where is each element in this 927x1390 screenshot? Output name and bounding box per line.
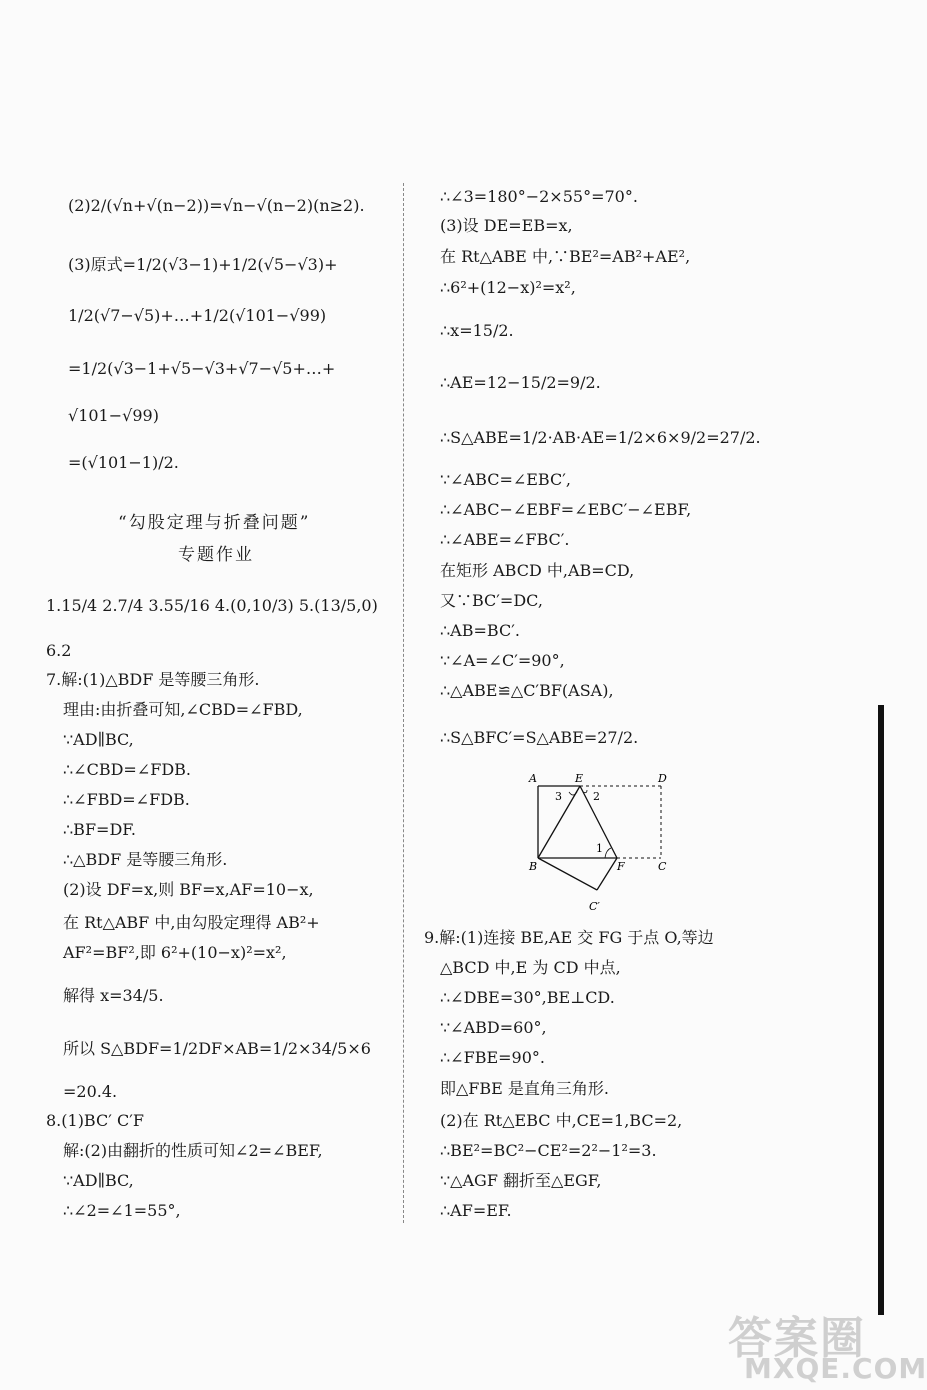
column-divider: [403, 183, 404, 1223]
right-line-12: 又∵BC′=DC,: [440, 591, 543, 610]
section-subtitle: 专题作业: [178, 545, 254, 565]
right-line-25: ∵△AGF 翻折至△EGF,: [440, 1171, 602, 1190]
left-line-9: 7.解:(1)△BDF 是等腰三角形.: [46, 670, 260, 689]
right-line-6: ∴AE=12−15/2=9/2.: [440, 373, 601, 392]
edge-CprimeF: [597, 858, 617, 890]
label-angle-3: 3: [555, 790, 562, 803]
section-title: “勾股定理与折叠问题”: [118, 513, 311, 533]
left-line-2: (3)原式=1/2(√3−1)+1/2(√5−√3)+: [68, 255, 338, 274]
page-edge-shadow: [878, 705, 884, 1315]
right-line-15: ∴△ABE≌△C′BF(ASA),: [440, 681, 614, 700]
right-line-10: ∴∠ABE=∠FBC′.: [440, 530, 570, 549]
watermark-logo: 答案圈: [728, 1313, 866, 1364]
label-angle-1: 1: [596, 842, 603, 855]
label-C: C: [658, 860, 667, 873]
right-line-11: 在矩形 ABCD 中,AB=CD,: [440, 561, 635, 580]
right-line-5: ∴x=15/2.: [440, 321, 514, 340]
right-line-8: ∵∠ABC=∠EBC′,: [440, 470, 571, 489]
right-line-23: (2)在 Rt△EBC 中,CE=1,BC=2,: [440, 1111, 683, 1130]
right-line-20: ∵∠ABD=60°,: [440, 1018, 547, 1037]
left-line-5: √101−√99): [68, 406, 159, 425]
left-line-23: 解:(2)由翻折的性质可知∠2=∠BEF,: [63, 1141, 323, 1160]
left-line-24: ∵AD∥BC,: [63, 1171, 134, 1190]
label-B: B: [529, 860, 538, 873]
edge-BCprime: [538, 858, 597, 890]
left-line-20: 所以 S△BDF=1/2DF×AB=1/2×34/5×6: [63, 1039, 371, 1058]
right-line-13: ∴AB=BC′.: [440, 621, 520, 640]
right-line-24: ∴BE²=BC²−CE²=2²−1²=3.: [440, 1141, 657, 1160]
label-C-prime: C′: [589, 900, 600, 913]
right-line-21: ∴∠FBE=90°.: [440, 1048, 545, 1067]
right-line-3: 在 Rt△ABE 中,∵BE²=AB²+AE²,: [440, 247, 691, 266]
left-line-11: ∵AD∥BC,: [63, 730, 134, 749]
right-line-16: ∴S△BFC′=S△ABE=27/2.: [440, 728, 639, 747]
left-line-18: AF²=BF²,即 6²+(10−x)²=x²,: [63, 943, 287, 962]
right-line-22: 即△FBE 是直角三角形.: [440, 1079, 610, 1098]
right-line-17: 9.解:(1)连接 BE,AE 交 FG 于点 O,等边: [424, 928, 714, 947]
right-line-9: ∴∠ABC−∠EBF=∠EBC′−∠EBF,: [440, 500, 692, 519]
left-line-4: =1/2(√3−1+√5−√3+√7−√5+…+: [68, 359, 336, 378]
right-line-26: ∴AF=EF.: [440, 1201, 512, 1220]
angle-1-arc: [605, 848, 611, 858]
folding-figure: [525, 770, 670, 915]
left-line-16: (2)设 DF=x,则 BF=x,AF=10−x,: [63, 880, 314, 899]
left-line-10: 理由:由折叠可知,∠CBD=∠FBD,: [63, 700, 303, 719]
right-line-4: ∴6²+(12−x)²=x²,: [440, 278, 576, 297]
label-D: D: [658, 772, 667, 785]
label-F: F: [617, 860, 625, 873]
left-line-3: 1/2(√7−√5)+…+1/2(√101−√99): [68, 306, 327, 325]
left-line-8: 6.2: [46, 641, 72, 660]
left-line-15: ∴△BDF 是等腰三角形.: [63, 850, 228, 869]
label-E: E: [575, 772, 584, 785]
left-line-17: 在 Rt△ABF 中,由勾股定理得 AB²+: [63, 913, 320, 932]
left-line-14: ∴BF=DF.: [63, 820, 136, 839]
left-line-21: =20.4.: [63, 1082, 118, 1101]
left-line-13: ∴∠FBD=∠FDB.: [63, 790, 190, 809]
right-line-14: ∵∠A=∠C′=90°,: [440, 651, 565, 670]
right-line-1: ∴∠3=180°−2×55°=70°.: [440, 187, 638, 206]
label-A: A: [529, 772, 537, 785]
left-line-6: =(√101−1)/2.: [68, 453, 179, 472]
right-line-18: △BCD 中,E 为 CD 中点,: [440, 958, 621, 977]
angle-2-arc: [583, 790, 587, 793]
right-line-2: (3)设 DE=EB=x,: [440, 216, 573, 235]
left-line-22: 8.(1)BC′ C′F: [46, 1111, 144, 1130]
label-angle-2: 2: [593, 790, 600, 803]
left-line-1: (2)2/(√n+√(n−2))=√n−√(n−2)(n≥2).: [68, 196, 365, 215]
left-line-7: 1.15/4 2.7/4 3.55/16 4.(0,10/3) 5.(13/5,0): [46, 596, 378, 615]
right-line-7: ∴S△ABE=1/2·AB·AE=1/2×6×9/2=27/2.: [440, 428, 761, 447]
watermark-url: MXQE.COM: [744, 1352, 927, 1385]
left-line-25: ∴∠2=∠1=55°,: [63, 1201, 181, 1220]
left-line-19: 解得 x=34/5.: [63, 986, 164, 1005]
left-line-12: ∴∠CBD=∠FDB.: [63, 760, 191, 779]
right-line-19: ∴∠DBE=30°,BE⊥CD.: [440, 988, 615, 1007]
